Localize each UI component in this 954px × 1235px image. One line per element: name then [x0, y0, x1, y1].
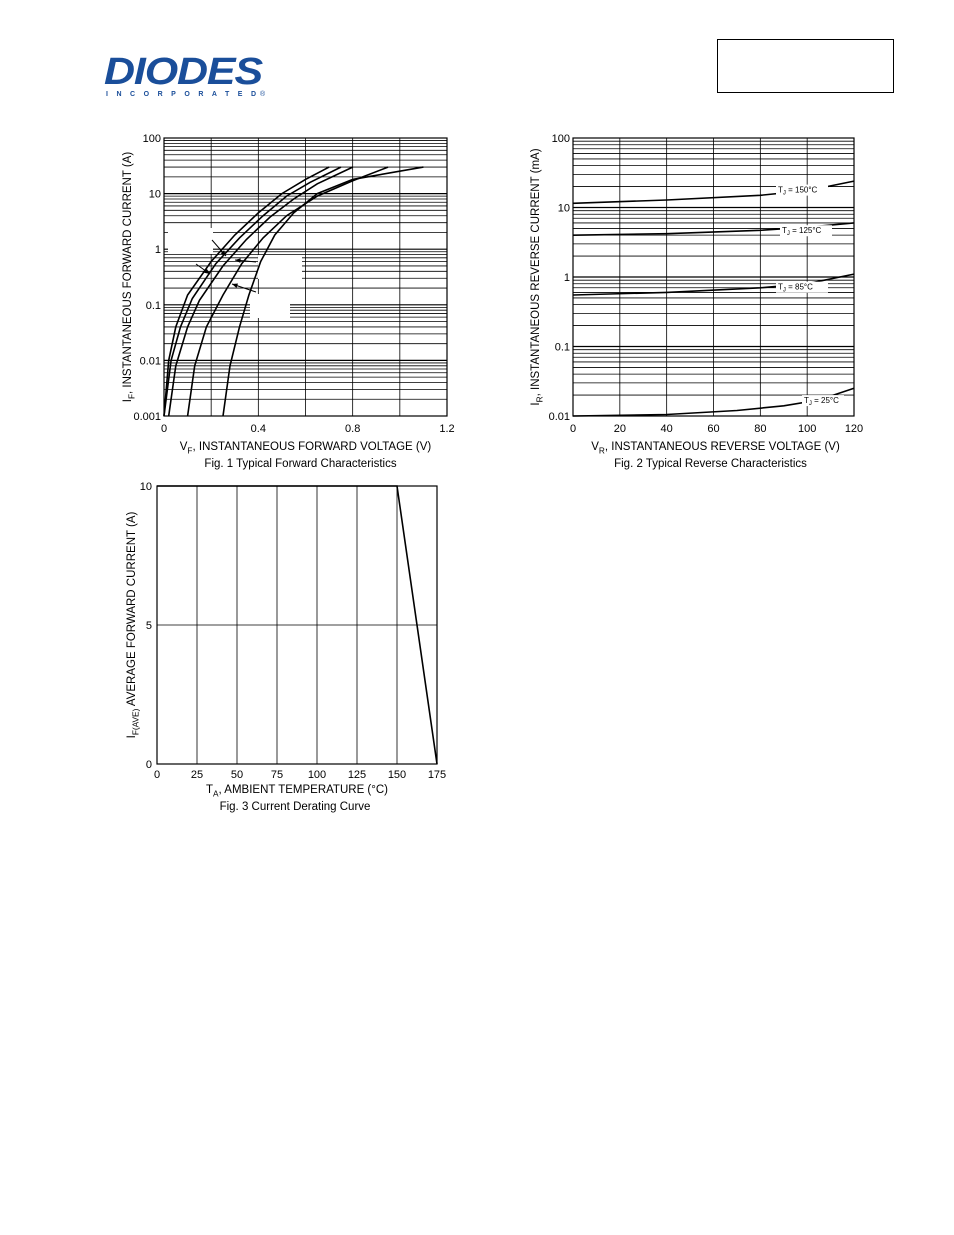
fig1-legend-blank — [250, 294, 290, 318]
fig2-series-label: $T_J = 125^\circ C$ — [782, 226, 822, 238]
fig1-x-tick-label: 0 — [160, 423, 168, 435]
fig1-x-axis-label: $V_F$, INSTANTANEOUS FORWARD VOLTAGE (V) — [179, 441, 432, 456]
fig1-y-axis-label: $I_F$, INSTANTANEOUS FORWARD CURRENT (A) — [122, 151, 137, 403]
logo-subtext: INCORPORATED — [106, 91, 256, 98]
fig3-y-tick-label: 5 — [145, 620, 152, 632]
fig3-x-tick-label: 25 — [190, 769, 204, 781]
fig2-y-axis-label: $I_R$, INSTANTANEOUS REVERSE CURRENT (mA) — [530, 148, 545, 406]
fig3-y-axis-label: $I_{F(AVE)}$ AVERAGE FORWARD CURRENT (A) — [126, 511, 141, 739]
fig1-legend-blank — [258, 255, 302, 279]
fig1-y-tick-label: 1 — [154, 244, 161, 257]
fig1-x-tick-label: 0.8 — [345, 423, 361, 435]
fig3-y-tick-label: 10 — [139, 481, 152, 493]
fig2-x-tick-label: 0 — [569, 423, 577, 435]
fig1-x-tick-label: 1.2 — [439, 423, 455, 435]
fig3-x-tick-label: 100 — [307, 769, 327, 781]
fig2-x-tick-label: 40 — [660, 423, 673, 435]
fig1-y-tick-label: 0.01 — [139, 355, 161, 368]
fig1-y-tick-label: 10 — [148, 188, 161, 201]
fig2-reverse-characteristics — [530, 133, 863, 470]
fig2-x-tick-label: 60 — [707, 423, 720, 435]
fig2-series-label: $T_J = 85^\circ C$ — [778, 282, 813, 294]
fig3-x-axis-label: $T_A$, AMBIENT TEMPERATURE (°C) — [206, 784, 388, 799]
registered-mark: ® — [260, 91, 266, 98]
fig1-x-tick-label: 0.4 — [250, 423, 266, 435]
fig1-y-tick-label: 0.001 — [133, 411, 161, 423]
fig3-title: Fig. 3 Current Derating Curve — [219, 801, 371, 813]
fig2-series-label: $T_J = 150^\circ C$ — [778, 185, 818, 197]
fig3-x-tick-label: 50 — [230, 769, 244, 781]
fig3-x-tick-label: 150 — [387, 769, 407, 781]
fig3-y-tick-label: 0 — [145, 759, 152, 771]
fig2-title: Fig. 2 Typical Reverse Characteristics — [614, 458, 807, 470]
fig1-title: Fig. 1 Typical Forward Characteristics — [204, 458, 397, 470]
fig2-x-tick-label: 120 — [844, 423, 864, 435]
fig2-x-tick-label: 100 — [797, 423, 817, 435]
fig2-x-tick-label: 80 — [754, 423, 767, 435]
fig1-y-tick-label: 100 — [142, 133, 161, 145]
logo-text: DIODES — [104, 52, 263, 93]
fig2-series-label: $T_J = 25^\circ C$ — [804, 396, 839, 408]
fig1-legend-blank — [168, 228, 213, 254]
fig3-x-tick-label: 125 — [347, 769, 367, 781]
fig1-series-line — [223, 167, 423, 416]
fig2-y-tick-label: 1 — [563, 272, 570, 284]
fig3-x-tick-label: 175 — [427, 769, 447, 781]
fig1-y-tick-label: 0.1 — [145, 299, 161, 312]
fig1-forward-characteristics — [122, 133, 455, 470]
fig2-y-tick-label: 10 — [557, 202, 570, 215]
fig1-arrow-head — [232, 284, 238, 288]
fig3-x-tick-label: 0 — [153, 769, 161, 781]
fig2-y-tick-label: 0.1 — [554, 341, 570, 354]
fig3-current-derating — [126, 481, 446, 813]
fig2-y-tick-label: 0.01 — [548, 411, 570, 423]
fig2-x-axis-label: $V_R$, INSTANTANEOUS REVERSE VOLTAGE (V) — [591, 441, 840, 456]
fig2-x-tick-label: 20 — [613, 423, 626, 435]
fig3-x-tick-label: 75 — [270, 769, 284, 781]
fig2-y-tick-label: 100 — [551, 133, 570, 145]
